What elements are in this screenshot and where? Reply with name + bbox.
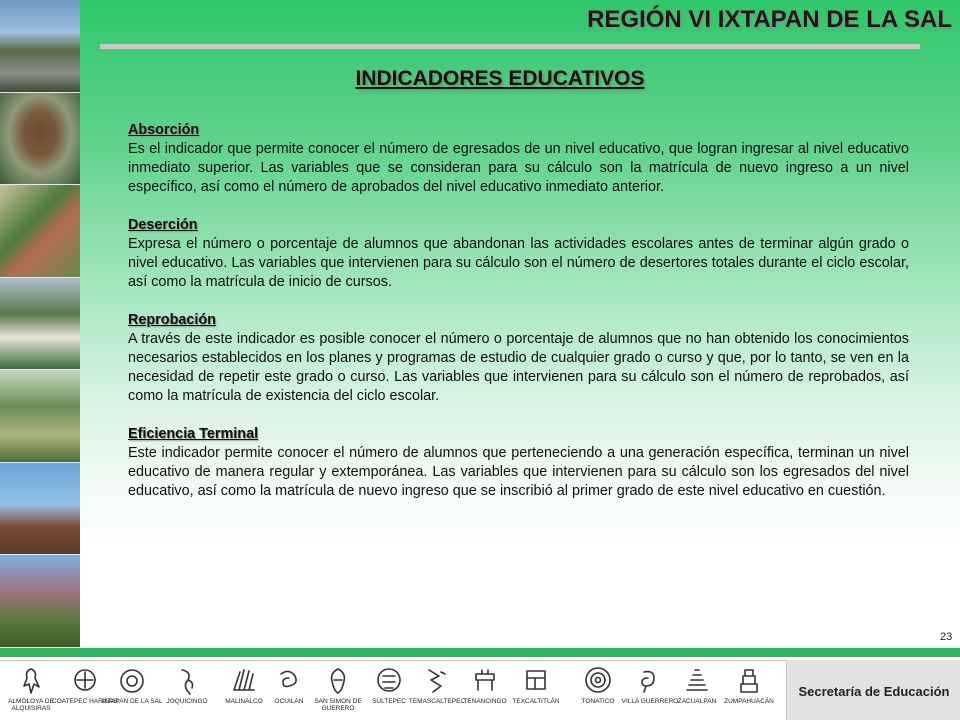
municipio-item xyxy=(511,660,561,720)
page-title: INDICADORES EDUCATIVOS xyxy=(355,67,645,90)
municipio-item xyxy=(162,660,212,720)
title-rule xyxy=(100,44,920,50)
section-absorcion xyxy=(128,121,909,197)
footer-band xyxy=(0,648,960,657)
section-text: Este indicador permite conocer el número de alumnos que perteneciendo a una generación específica, terminan un nivel educativo de manera regular y extemporánea. Las variables que intervienen para su cálculo son los egresados del nivel educativo, así como la matrícula de nuevo ingreso que se inscribió al primer grado de este nivel educativo en cuestión. xyxy=(128,445,909,499)
municipio-item xyxy=(364,660,414,720)
sultepec-glyph-icon xyxy=(375,664,403,696)
municipio-item xyxy=(621,660,679,720)
municipio-label: SAN SIMON DE GUERERO xyxy=(314,698,362,712)
municipio-label: COATEPEC HARINAS xyxy=(52,698,118,705)
municipio-label: TEXCALTITLÁN xyxy=(512,698,560,705)
building-photo xyxy=(0,278,80,371)
municipio-item xyxy=(52,660,118,720)
municipio-item xyxy=(724,660,774,720)
municipio-label: JOQUICINGO xyxy=(166,698,208,705)
rock-photo xyxy=(0,555,80,648)
section-text: Es el indicador que permite conocer el número de egresados de un nivel educativo, que logran ingresar al nivel educativo inmediato superior. Las variables que se consideran para su cálculo son la matrícula de nuevo ingreso a un nivel específico, así como el número de aprobados del nivel educativo inmediato anterior. xyxy=(128,141,909,195)
temascaltepec-glyph-icon xyxy=(423,664,451,696)
section-eficiencia-terminal xyxy=(128,425,909,501)
municipio-item xyxy=(408,660,466,720)
municipio-label: OCUILAN xyxy=(274,698,304,705)
zumpahuacan-glyph-icon xyxy=(735,664,763,696)
municipio-label: TONATICO xyxy=(581,698,615,705)
ixtapan-glyph-icon xyxy=(118,664,146,696)
municipio-label: MALINALCO xyxy=(225,698,263,705)
section-text: A través de este indicador es posible conocer el número o porcentaje de alumnos que no han obtenido los conocimientos necesarios establecidos en los planes y programas de estudio de cualquier grado o curso y que, por lo tanto, se ven en la necesidad de repetir este grado o curso. Las variables que intervienen para su cálculo son el número de reprobados, así como la matrícula de existencia del ciclo escolar. xyxy=(128,331,909,404)
municipio-item xyxy=(672,660,722,720)
photo-strip xyxy=(0,0,80,648)
indicators-content xyxy=(128,121,909,520)
section-heading: Reprobación xyxy=(128,312,216,328)
ocuilan-glyph-icon xyxy=(275,664,303,696)
san-simon-glyph-icon xyxy=(324,664,352,696)
municipio-label: TENANCINGO xyxy=(463,698,507,705)
section-reprobacion xyxy=(128,311,909,406)
municipio-item xyxy=(101,660,163,720)
municipio-label: IXTAPAN DE LA SAL xyxy=(101,698,163,705)
tonatico-glyph-icon xyxy=(584,664,612,696)
section-text: Expresa el número o porcentaje de alumnos que abandonan las actividades escolares antes de terminar algún grado o nivel educativo. Las variables que intervienen para su cálculo son el número de desertores totales durante el ciclo escolar, así como la matrícula de inicio de cursos. xyxy=(128,236,909,290)
municipio-item xyxy=(219,660,269,720)
region-title: REGIÓN VI IXTAPAN DE LA SAL xyxy=(587,6,952,33)
municipios-bar xyxy=(0,660,786,720)
municipio-label: TEMASCALTEPEC xyxy=(408,698,466,705)
municipio-label: ALMOLOYA DE ALQUISIRAS xyxy=(8,698,54,712)
malinalco-glyph-icon xyxy=(230,664,258,696)
villa-guerrero-glyph-icon xyxy=(636,664,664,696)
almoloya-glyph-icon xyxy=(17,664,45,696)
municipio-item xyxy=(460,660,510,720)
secretaria-box xyxy=(786,660,960,720)
section-heading: Absorción xyxy=(128,122,200,138)
municipio-label: ZACUALPAN xyxy=(677,698,717,705)
tenancingo-glyph-icon xyxy=(471,664,499,696)
municipio-label: SULTEPEC xyxy=(372,698,406,705)
section-desercion xyxy=(128,216,909,292)
hills-photo xyxy=(0,463,80,556)
valley-photo xyxy=(0,370,80,463)
municipio-item xyxy=(573,660,623,720)
garden-photo xyxy=(0,185,80,278)
coatepec-glyph-icon xyxy=(71,664,99,696)
municipio-item xyxy=(6,660,56,720)
mountain-photo xyxy=(0,93,80,186)
section-heading: Eficiencia Terminal xyxy=(128,426,259,442)
page-number: 23 xyxy=(940,631,953,643)
joquicingo-glyph-icon xyxy=(173,664,201,696)
section-heading: Deserción xyxy=(128,217,198,233)
municipio-item xyxy=(313,660,363,720)
secretaria-label: Secretaría de Educación xyxy=(798,684,950,699)
municipio-label: ZUMPAHUACÁN xyxy=(724,698,774,705)
municipio-label: VILLA GUERRERO xyxy=(621,698,679,705)
texcaltitlan-glyph-icon xyxy=(522,664,550,696)
zacualpan-glyph-icon xyxy=(683,664,711,696)
